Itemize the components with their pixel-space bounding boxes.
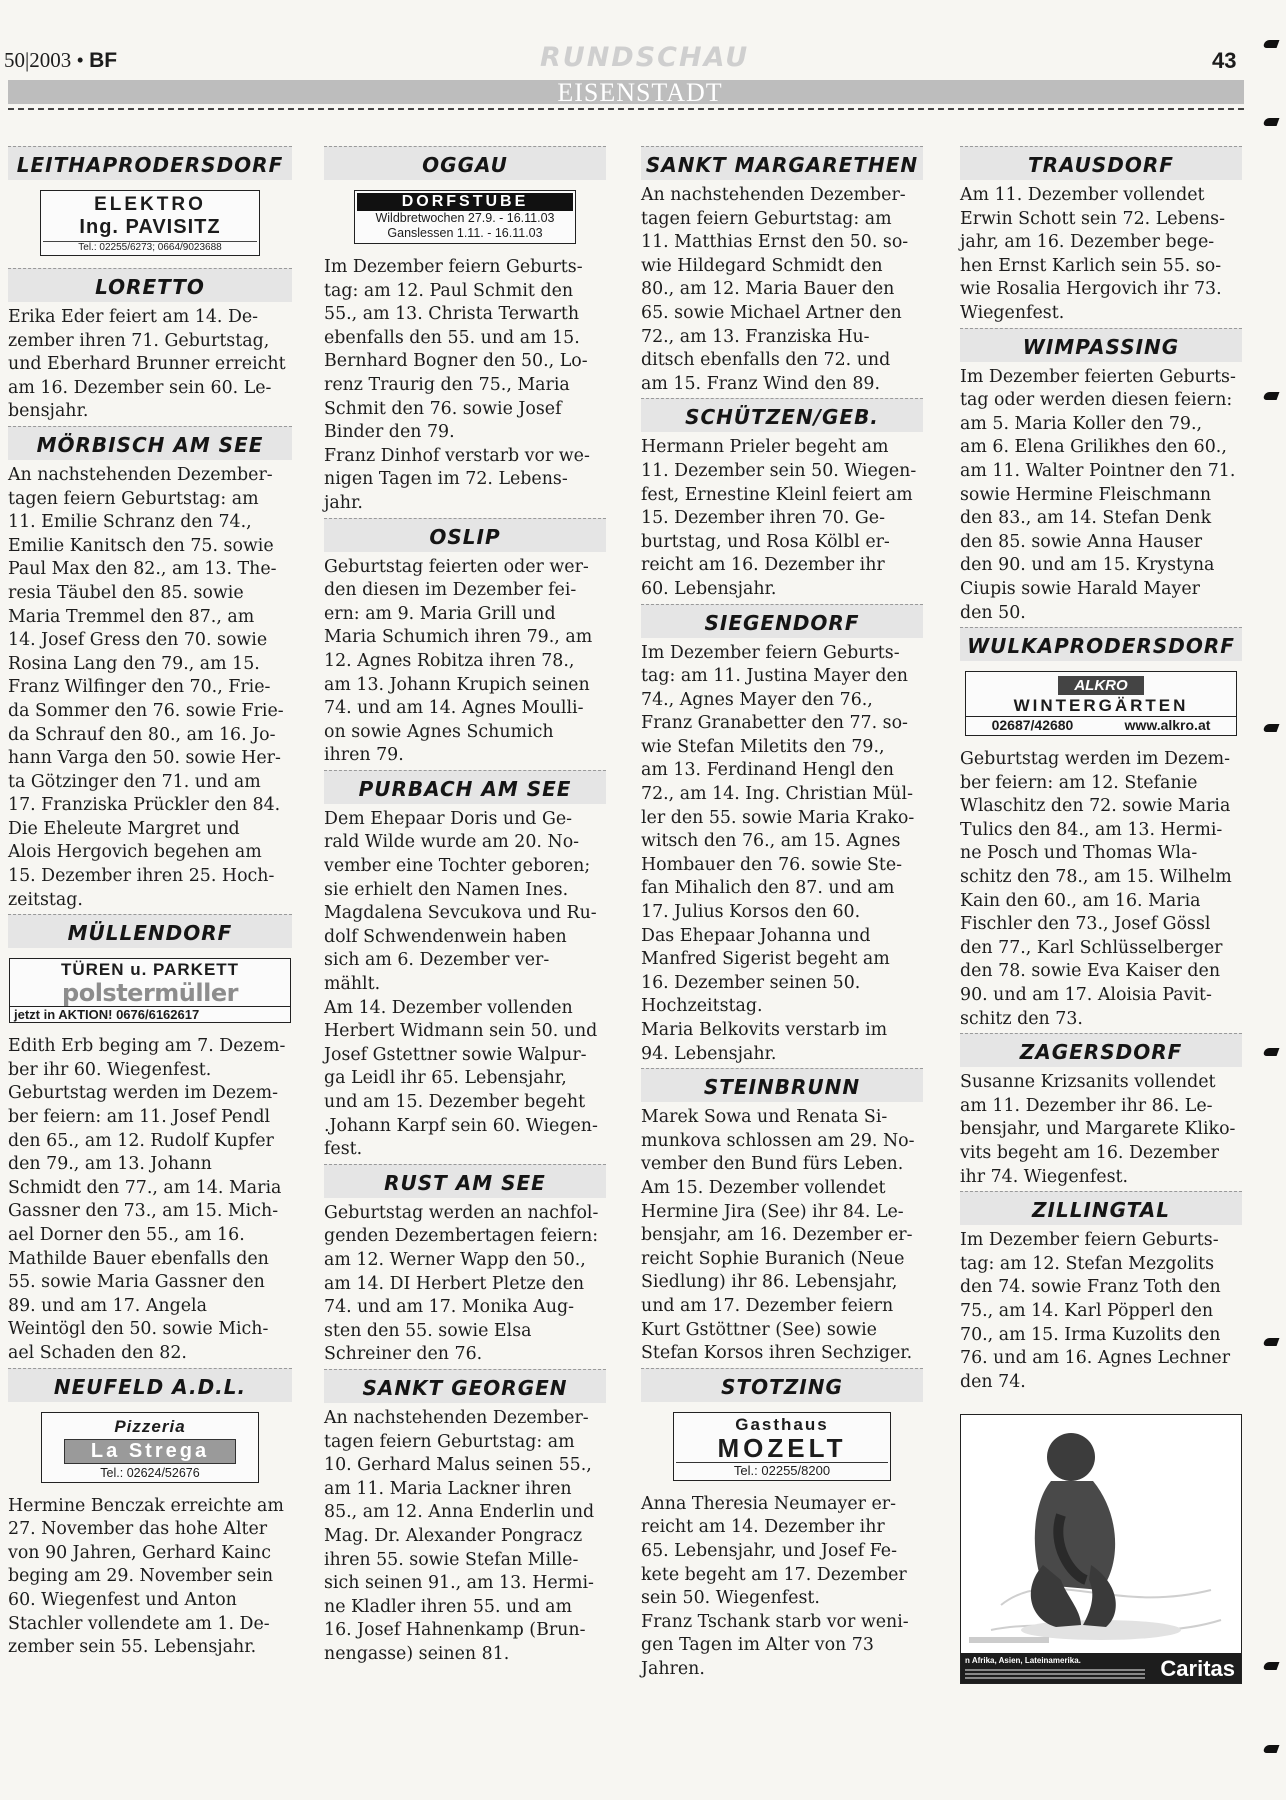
caritas-logo: Caritas <box>1160 1656 1235 1682</box>
text-line: zember ihren 71. Geburtstag, <box>8 330 270 351</box>
text-line: 55. sowie Maria Gassner den <box>8 1272 265 1293</box>
article-steinbrunn <box>641 1106 923 1366</box>
text-line: den 65., am 12. Rudolf Kupfer <box>8 1130 274 1151</box>
article-stotzing <box>641 1493 923 1682</box>
text-line: jahr, am 16. Dezember bege- <box>960 232 1215 253</box>
heading-schuetzen: SCHÜTZEN/GEB. <box>641 398 923 432</box>
text-line: Edith Erb beging am 7. Dezem- <box>8 1036 286 1057</box>
ad-elektro-pavisitz: ELEKTRO Ing. PAVISITZ Tel.: 02255/6273; 0664/9023688 <box>40 190 260 256</box>
heading-stotzing: STOTZING <box>641 1368 923 1402</box>
text-line: den 74. <box>960 1371 1026 1392</box>
text-line: den diesen im Dezember fei- <box>324 580 577 601</box>
ad-dorfstube: DORFSTUBE Wildbretwochen 27.9. - 16.11.03 Ganslessen 1.11. - 16.11.03 <box>354 190 576 244</box>
text-line: am 11. Maria Lackner ihren <box>324 1478 572 1499</box>
text-line: am 11. Walter Pointner den 71. <box>960 460 1236 481</box>
text-line: Mag. Dr. Alexander Pongracz <box>324 1525 583 1546</box>
text-line: Im Dezember feiern Geburts- <box>960 1230 1219 1251</box>
text-line: da Schrauf den 80., am 16. Jo- <box>8 724 276 745</box>
text-line: 14. Josef Gress den 70. sowie <box>8 630 268 651</box>
text-line: Hermine Jira (See) ihr 84. Le- <box>641 1201 904 1222</box>
text-line: 80., am 12. Maria Bauer den <box>641 279 895 300</box>
text-line: Erwin Schott sein 72. Lebens- <box>960 208 1225 229</box>
text-line: sein 50. Wiegenfest. <box>641 1588 820 1609</box>
text-line: Alois Hergovich begehen am <box>8 842 262 863</box>
text-line: fest, Ernestine Kleinl feiert am <box>641 484 913 505</box>
text-line: ael Dorner den 55., am 16. <box>8 1225 245 1245</box>
text-line: den 50. <box>960 602 1026 623</box>
heading-trausdorf: TRAUSDORF <box>960 146 1242 180</box>
text-line: und Eberhard Brunner erreicht <box>8 354 286 375</box>
caritas-footer: n Afrika, Asien, Lateinamerika. Caritas <box>961 1653 1241 1683</box>
text-line: sten den 55. sowie Elsa <box>324 1320 532 1341</box>
text-line: Bernhard Bogner den 50., Lo- <box>324 351 588 372</box>
text-line: den 85. sowie Anna Hauser <box>960 531 1203 552</box>
text-line: Hombauer den 76. sowie Ste- <box>641 854 903 875</box>
heading-sankt-margarethen: SANKT MARGARETHEN <box>641 146 923 180</box>
text-line: Im Dezember feiern Geburts- <box>641 642 900 663</box>
text-line: fest. <box>324 1139 363 1160</box>
text-line: am 12. Werner Wapp den 50., <box>324 1249 586 1270</box>
text-line: 11. Emilie Schranz den 74., <box>8 512 252 533</box>
text-line: 74. und am 14. Agnes Moulli- <box>324 698 584 719</box>
article-zillingtal <box>960 1229 1242 1394</box>
text-line: Wiegenfest. <box>960 302 1065 323</box>
text-line: 90. und am 17. Aloisia Pavit- <box>960 985 1212 1006</box>
text-line: 15. Dezember ihren 70. Ge- <box>641 508 885 529</box>
text-line: tagen feiern Geburtstag: am <box>324 1431 575 1452</box>
column-3 <box>641 146 923 1683</box>
text-line: vember den Bund fürs Leben. <box>641 1154 904 1175</box>
text-line: Tulics den 84., am 13. Hermi- <box>960 819 1223 840</box>
article-trausdorf <box>960 184 1242 326</box>
page-header <box>0 0 1286 110</box>
text-line: sie erhielt den Namen Ines. <box>324 879 569 900</box>
text-line: Dem Ehepaar Doris und Ge- <box>324 808 573 829</box>
text-line: Gassner den 73., am 15. Mich- <box>8 1201 279 1222</box>
text-line: bensjahr, am 16. Dezember er- <box>641 1225 913 1246</box>
text-line: 17. Julius Korsos den 60. <box>641 902 861 923</box>
text-line: Josef Gstettner sowie Walpur- <box>324 1044 587 1065</box>
text-line: sich seinen 91., am 13. Hermi- <box>324 1573 594 1594</box>
text-line: hann Varga den 50. sowie Her- <box>8 748 281 769</box>
text-line: ga Leidl ihr 65. Lebensjahr, <box>324 1068 567 1089</box>
text-line: bensjahr, und Margarete Kliko- <box>960 1119 1236 1140</box>
section-title: RUNDSCHAU <box>540 42 750 73</box>
heading-wulkaprodersdorf: WULKAPRODERSDORF <box>960 627 1242 661</box>
text-line: ler den 55. sowie Maria Krako- <box>641 807 915 828</box>
text-line: Hermann Prieler begeht am <box>641 437 889 458</box>
text-line: wie Hildegard Schmidt den <box>641 255 883 276</box>
text-line: reicht am 14. Dezember ihr <box>641 1517 885 1538</box>
text-line: und am 15. Dezember begeht <box>324 1092 586 1112</box>
article-rust <box>324 1202 606 1367</box>
text-line: Franz Wilfinger den 70., Frie- <box>8 677 271 698</box>
text-line: 89. und am 17. Angela <box>8 1295 207 1316</box>
text-line: Die Eheleute Margret und <box>8 818 240 839</box>
ad-alkro-wintergaerten: ALKRO WINTERGÄRTEN 02687/42680 www.alkro.at <box>965 671 1237 736</box>
text-line: Weintögl den 50. sowie Mich- <box>8 1319 269 1340</box>
text-line: hen Ernst Karlich sein 55. so- <box>960 255 1222 276</box>
column-4 <box>960 146 1242 1684</box>
text-line: Wlaschitz den 72. sowie Maria <box>960 796 1231 817</box>
text-line: 75., am 14. Karl Pöpperl den <box>960 1300 1214 1321</box>
text-line: munkova schlossen am 29. No- <box>641 1130 915 1151</box>
text-line: An nachstehenden Dezember- <box>8 464 273 485</box>
heading-moerbisch: MÖRBISCH AM SEE <box>8 426 292 460</box>
heading-loretto: LORETTO <box>8 268 292 302</box>
article-purbach <box>324 808 606 1162</box>
text-line: genden Dezembertagen feiern: <box>324 1226 599 1247</box>
article-oslip <box>324 556 606 768</box>
text-line: vember eine Tochter geboren; <box>324 856 591 877</box>
text-line: 74., Agnes Mayer den 76., <box>641 689 873 710</box>
text-line: 12. Agnes Robitza ihren 78., <box>324 650 575 671</box>
article-oggau <box>324 256 606 516</box>
heading-rust: RUST AM SEE <box>324 1164 606 1198</box>
text-line: 16. Josef Hahnenkamp (Brun- <box>324 1620 586 1641</box>
text-line: nengasse) seinen 81. <box>324 1643 510 1664</box>
text-line: beging am 29. November sein <box>8 1566 274 1587</box>
text-line: Am 14. Dezember vollenden <box>324 997 573 1018</box>
text-line: ber feiern: am 11. Josef Pendl <box>8 1107 271 1128</box>
text-line: am 15. Franz Wind den 89. <box>641 373 881 394</box>
text-line: 76. und am 16. Agnes Lechner <box>960 1348 1231 1369</box>
text-line: am 14. DI Herbert Pletze den <box>324 1273 585 1294</box>
heading-leithaprodersdorf: LEITHAPRODERSDORF <box>8 146 292 180</box>
text-line: Geburtstag feierten oder wer- <box>324 556 589 577</box>
text-line: Geburtstag werden an nachfol- <box>324 1202 599 1223</box>
heading-oslip: OSLIP <box>324 518 606 552</box>
text-line: tag: am 12. Paul Schmit den <box>324 280 574 301</box>
article-wulkaprodersdorf <box>960 748 1242 1031</box>
heading-neufeld: NEUFELD A.D.L. <box>8 1368 292 1402</box>
article-loretto <box>8 306 292 424</box>
text-line: dolf Schwendenwein haben <box>324 926 567 947</box>
text-line: am 11. Dezember ihr 86. Le- <box>960 1095 1213 1116</box>
text-line: ber feiern: am 12. Stefanie <box>960 772 1198 793</box>
heading-purbach: PURBACH AM SEE <box>324 770 606 804</box>
text-line: und am 17. Dezember feiern <box>641 1295 894 1316</box>
ad-polstermueller: TÜREN u. PARKETT polstermüller jetzt in AKTION! 0676/6162617 <box>9 958 291 1023</box>
text-line: An nachstehenden Dezember- <box>324 1407 589 1428</box>
text-line: mählt. <box>324 974 381 995</box>
text-line: tagen feiern Geburtstag: am <box>641 208 892 229</box>
text-line: den 83., am 14. Stefan Denk <box>960 508 1212 529</box>
text-line: am 13. Johann Krupich seinen <box>324 674 590 695</box>
column-1 <box>8 146 292 1662</box>
page-number: 43 <box>1212 48 1237 73</box>
text-line: 72., am 14. Ing. Christian Mül- <box>641 784 913 805</box>
text-line: on sowie Agnes Schumich <box>324 721 554 742</box>
text-line: Emilie Kanitsch den 75. sowie <box>8 535 274 556</box>
text-line: reicht am 16. Dezember ihr <box>641 555 885 576</box>
text-line: am 16. Dezember sein 60. Le- <box>8 377 272 398</box>
text-line: ebenfalls den 55. und am 15. <box>324 327 580 348</box>
text-line: fan Mihalich den 87. und am <box>641 878 895 899</box>
text-line: Am 15. Dezember vollendet <box>641 1177 886 1198</box>
text-line: sowie Hermine Fleischmann <box>960 484 1212 505</box>
text-line: 94. Lebensjahr. <box>641 1043 777 1064</box>
city-title: EISENSTADT <box>557 78 723 107</box>
text-line: 74. und am 17. Monika Aug- <box>324 1297 575 1318</box>
text-line: 27. November das hohe Alter <box>8 1519 268 1540</box>
text-line: Mathilde Bauer ebenfalls den <box>8 1248 269 1269</box>
text-line: ber ihr 60. Wiegenfest. <box>8 1059 212 1080</box>
column-2 <box>324 146 606 1668</box>
text-line: von 90 Jahren, Gerhard Kainc <box>8 1542 271 1563</box>
text-line: zeitstag. <box>8 889 83 910</box>
text-line: wie Stefan Miletits den 79., <box>641 736 885 757</box>
text-line: Maria Schumich ihren 79., am <box>324 627 593 648</box>
text-line: vits begeht am 16. Dezember <box>960 1143 1219 1163</box>
text-line: Schmidt den 77., am 14. Maria <box>8 1177 282 1198</box>
text-line: Das Ehepaar Johanna und <box>641 925 871 946</box>
text-line: ne Kladler ihren 55. und am <box>324 1596 572 1617</box>
article-moerbisch <box>8 464 292 912</box>
text-line: zember sein 55. Lebensjahr. <box>8 1637 257 1658</box>
text-line: 55., am 13. Christa Terwarth <box>324 304 580 325</box>
text-line: tag: am 12. Stefan Mezgolits <box>960 1253 1215 1274</box>
article-sankt-georgen <box>324 1407 606 1667</box>
text-line: ne Posch und Thomas Wla- <box>960 843 1198 864</box>
heading-siegendorf: SIEGENDORF <box>641 604 923 638</box>
heading-wimpassing: WIMPASSING <box>960 328 1242 362</box>
text-line: tagen feiern Geburtstag: am <box>8 488 259 509</box>
text-line: Magdalena Sevcukova und Ru- <box>324 903 597 924</box>
text-line: schitz den 78., am 15. Wilhelm <box>960 867 1232 888</box>
heading-steinbrunn: STEINBRUNN <box>641 1068 923 1102</box>
text-line: Erika Eder feiert am 14. De- <box>8 307 259 327</box>
article-schuetzen <box>641 436 923 601</box>
text-line: kete begeht am 17. Dezember <box>641 1564 907 1585</box>
text-line: 17. Franziska Prückler den 84. <box>8 795 281 816</box>
text-line: Geburtstag werden im Dezem- <box>8 1083 279 1104</box>
text-line: 16. Dezember seinen 50. <box>641 972 861 993</box>
text-line: Siedlung) ihr 86. Lebensjahr, <box>641 1272 898 1293</box>
text-line: Franz Dinhof verstarb vor we- <box>324 445 590 466</box>
text-line: ihren 79. <box>324 745 404 766</box>
article-neufeld <box>8 1495 292 1660</box>
text-line: den 90. und am 15. Krystyna <box>960 555 1215 576</box>
text-line: 10. Gerhard Malus seinen 55., <box>324 1455 592 1476</box>
text-line: bensjahr. <box>8 401 89 422</box>
text-line: ihren 55. sowie Stefan Mille- <box>324 1549 579 1570</box>
article-siegendorf <box>641 642 923 1067</box>
text-line: ern: am 9. Maria Grill und <box>324 603 556 624</box>
text-line: wie Rosalia Hergovich ihr 73. <box>960 279 1222 300</box>
heading-oggau: OGGAU <box>324 146 606 180</box>
text-line: Stachler vollendete am 1. De- <box>8 1613 270 1634</box>
text-line: 70., am 15. Irma Kuzolits den <box>960 1324 1221 1345</box>
text-line: resia Täubel den 85. sowie <box>8 582 244 603</box>
text-line: An nachstehenden Dezember- <box>641 185 906 205</box>
text-line: schitz den 73. <box>960 1008 1083 1029</box>
text-line: Hochzeitstag. <box>641 996 763 1017</box>
alkro-logo: ALKRO <box>1058 676 1144 695</box>
article-sankt-margarethen <box>641 184 923 396</box>
article-zagersdorf <box>960 1071 1242 1189</box>
text-line: Jahren. <box>641 1658 705 1679</box>
text-line: Geburtstag werden im Dezem- <box>960 749 1231 770</box>
text-line: Stefan Korsos ihren Sechziger. <box>641 1343 913 1364</box>
text-line: Manfred Sigerist begeht am <box>641 949 890 970</box>
text-line: Binder den 79. <box>324 422 455 443</box>
text-line: ihr 74. Wiegenfest. <box>960 1166 1129 1187</box>
text-line: tag oder werden diesen feiern: <box>960 390 1233 411</box>
text-line: Anna Theresia Neumayer er- <box>641 1493 896 1514</box>
text-line: am 6. Elena Grilikhes den 60., <box>960 437 1227 458</box>
text-line: den 79., am 13. Johann <box>8 1154 212 1175</box>
text-line: gen Tagen im Alter von 73 <box>641 1635 874 1656</box>
text-line: Rosina Lang den 79., am 15. <box>8 653 260 674</box>
text-line: Franz Granabetter den 77. so- <box>641 713 908 734</box>
text-line: renz Traurig den 75., Maria <box>324 374 570 395</box>
article-wimpassing <box>960 366 1242 626</box>
text-line: 11. Dezember sein 50. Wiegen- <box>641 460 917 481</box>
caritas-ad <box>960 1414 1242 1684</box>
text-line: burtstag, und Rosa Kölbl er- <box>641 531 890 552</box>
text-line: 60. Lebensjahr. <box>641 578 777 599</box>
text-line: 11. Matthias Ernst den 50. so- <box>641 232 909 253</box>
text-line: 60. Wiegenfest und Anton <box>8 1589 237 1610</box>
text-line: Marek Sowa und Renata Si- <box>641 1107 888 1128</box>
text-line: Im Dezember feierten Geburts- <box>960 366 1236 387</box>
text-line: ditsch ebenfalls den 72. und <box>641 350 891 371</box>
article-muellendorf <box>8 1035 292 1365</box>
text-line: Schreiner den 76. <box>324 1344 483 1365</box>
heading-muellendorf: MÜLLENDORF <box>8 914 292 948</box>
text-line: Am 11. Dezember vollendet <box>960 185 1205 205</box>
text-line: am 13. Ferdinand Hengl den <box>641 760 894 781</box>
ad-pizzeria-la-strega: Pizzeria La Strega Tel.: 02624/52676 <box>41 1412 259 1483</box>
text-line: ael Schaden den 82. <box>8 1342 187 1363</box>
text-line: Im Dezember feiern Geburts- <box>324 257 583 277</box>
text-line: den 74. sowie Franz Toth den <box>960 1277 1221 1298</box>
heading-zillingtal: ZILLINGTAL <box>960 1191 1242 1225</box>
text-line: 85., am 12. Anna Enderlin und <box>324 1502 595 1523</box>
text-line: Kurt Gstöttner (See) sowie <box>641 1319 877 1340</box>
text-line: Schmit den 76. sowie Josef <box>324 398 562 419</box>
text-line: Fischler den 73., Josef Gössl <box>960 914 1211 935</box>
ad-gasthaus-mozelt: Gasthaus MOZELT Tel.: 02255/8200 <box>673 1412 891 1481</box>
text-line: ta Götzinger den 71. und am <box>8 771 261 792</box>
text-line: witsch den 76., am 15. Agnes <box>641 831 901 852</box>
text-line: jahr. <box>324 492 363 513</box>
issue-label: 50|2003 • BF <box>4 48 118 72</box>
text-line: 72., am 13. Franziska Hu- <box>641 326 870 347</box>
text-line: nigen Tagen im 72. Lebens- <box>324 469 568 490</box>
text-line: Ciupis sowie Harald Mayer <box>960 578 1200 599</box>
text-line: da Sommer den 76. sowie Frie- <box>8 700 284 721</box>
text-line: tag: am 11. Justina Mayer den <box>641 666 908 687</box>
text-line: Herbert Widmann sein 50. und <box>324 1021 598 1042</box>
text-line: Susanne Krizsanits vollendet <box>960 1072 1216 1093</box>
text-line: am 5. Maria Koller den 79., <box>960 413 1203 434</box>
text-line: den 78. sowie Eva Kaiser den <box>960 961 1221 982</box>
heading-zagersdorf: ZAGERSDORF <box>960 1033 1242 1067</box>
text-line: Paul Max den 82., am 13. The- <box>8 559 277 580</box>
text-line: Maria Belkovits verstarb im <box>641 1020 888 1040</box>
text-line: Maria Tremmel den 87., am <box>8 606 255 627</box>
text-line: reicht Sophie Buranich (Neue <box>641 1248 905 1269</box>
heading-sankt-georgen: SANKT GEORGEN <box>324 1369 606 1403</box>
text-line: Franz Tschank starb vor weni- <box>641 1611 909 1632</box>
text-line: Hermine Benczak erreichte am <box>8 1495 284 1516</box>
text-line: den 77., Karl Schlüsselberger <box>960 937 1223 958</box>
text-line: rald Wilde wurde am 20. No- <box>324 832 580 853</box>
text-line: sich am 6. Dezember ver- <box>324 950 550 971</box>
text-line: Kain den 60., am 16. Maria <box>960 890 1201 911</box>
header-divider <box>8 108 1244 110</box>
text-line: .Johann Karpf sein 60. Wiegen- <box>324 1115 598 1136</box>
text-line: 65. sowie Michael Artner den <box>641 302 902 323</box>
text-line: 65. Lebensjahr, und Josef Fe- <box>641 1540 897 1561</box>
web-address-strip <box>969 1637 1049 1643</box>
text-line: 15. Dezember ihren 25. Hoch- <box>8 866 275 887</box>
fine-print <box>965 1667 1145 1679</box>
